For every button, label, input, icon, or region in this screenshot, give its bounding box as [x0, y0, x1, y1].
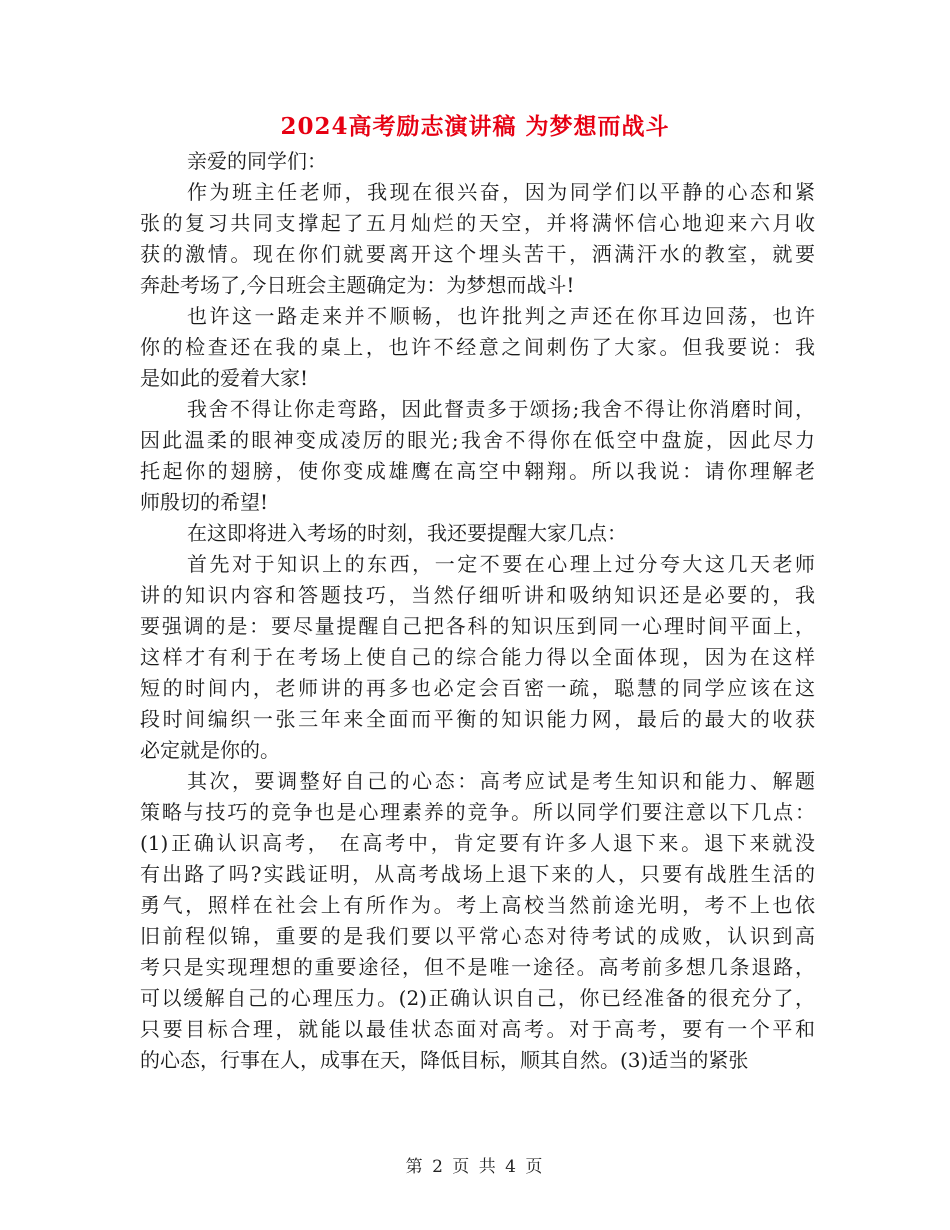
text-line: 要强调的是：要尽量提醒自己把各科的知识压到同一心理时间平面上， [140, 614, 815, 638]
text-line: 首先对于知识上的东西，一定不要在心理上过分夸大这几天老师 [187, 552, 815, 576]
paragraph [140, 301, 815, 394]
text-line: 也许这一路走来并不顺畅，也许批判之声还在你耳边回荡，也许 [187, 304, 815, 328]
text-line: 其次，要调整好自己的心态：高考应试是考生知识和能力、解题 [187, 769, 815, 793]
paragraph [140, 766, 815, 1076]
paragraph [140, 177, 815, 301]
text-line: 的心态，行事在人，成事在天，降低目标，顺其自然。(3)适当的紧张 [140, 1048, 749, 1072]
text-line: 在这即将进入考场的时刻，我还要提醒大家几点： [187, 521, 627, 545]
text-line: 奔赴考场了,今日班会主题确定为：为梦想而战斗! [140, 273, 575, 297]
text-line: 这样才有利于在考场上使自己的综合能力得以全面体现，因为在这样 [140, 645, 815, 669]
text-line: 短的时间内，老师讲的再多也必定会百密一疏，聪慧的同学应该在这 [140, 676, 815, 700]
text-line: 策略与技巧的竞争也是心理素养的竞争。所以同学们要注意以下几点： [140, 800, 815, 824]
text-line: 只要目标合理，就能以最佳状态面对高考。对于高考，要有一个平和 [140, 1017, 815, 1041]
text-line: 旧前程似锦，重要的是我们要以平常心态对待考试的成败，认识到高 [140, 924, 815, 948]
document-body [140, 146, 815, 1076]
document-title: 2024高考励志演讲稿 为梦想而战斗 [280, 113, 670, 140]
text-line: 勇气，照样在社会上有所作为。考上高校当然前途光明，考不上也依 [140, 893, 815, 917]
text-line: 获的激情。现在你们就要离开这个埋头苦干，洒满汗水的教室，就要 [140, 242, 815, 266]
text-line: 有出路了吗?实践证明，从高考战场上退下来的人，只要有战胜生活的 [140, 862, 815, 886]
text-line: 作为班主任老师，我现在很兴奋，因为同学们以平静的心态和紧 [187, 180, 815, 204]
paragraph [140, 394, 815, 518]
page-footer: 第 2 页 共 4 页 [405, 1157, 545, 1177]
text-line: 是如此的爱着大家! [140, 366, 309, 390]
text-line: 你的检查还在我的桌上，也许不经意之间刺伤了大家。但我要说：我 [140, 335, 815, 359]
text-line: 亲爱的同学们： [187, 149, 327, 173]
text-line: 可以缓解自己的心理压力。(2)正确认识自己，你已经准备的很充分了， [140, 986, 815, 1010]
paragraph [140, 549, 815, 766]
text-line: 考只是实现理想的重要途径，但不是唯一途径。高考前多想几条退路， [140, 955, 815, 979]
text-line: 师殷切的希望! [140, 490, 269, 514]
text-line: 因此温柔的眼神变成凌厉的眼光;我舍不得你在低空中盘旋，因此尽力 [140, 428, 815, 452]
text-line: 段时间编织一张三年来全面而平衡的知识能力网，最后的最大的收获 [140, 707, 815, 731]
text-line: 必定就是你的。 [140, 738, 280, 762]
text-line: (1)正确认识高考， 在高考中，肯定要有许多人退下来。退下来就没 [140, 831, 815, 855]
paragraph [140, 146, 815, 177]
paragraph [140, 518, 815, 549]
text-line: 我舍不得让你走弯路，因此督责多于颂扬;我舍不得让你消磨时间， [187, 397, 815, 421]
text-line: 张的复习共同支撑起了五月灿烂的天空，并将满怀信心地迎来六月收 [140, 211, 815, 235]
text-line: 托起你的翅膀，使你变成雄鹰在高空中翱翔。所以我说：请你理解老 [140, 459, 815, 483]
text-line: 讲的知识内容和答题技巧，当然仔细听讲和吸纳知识还是必要的，我 [140, 583, 815, 607]
